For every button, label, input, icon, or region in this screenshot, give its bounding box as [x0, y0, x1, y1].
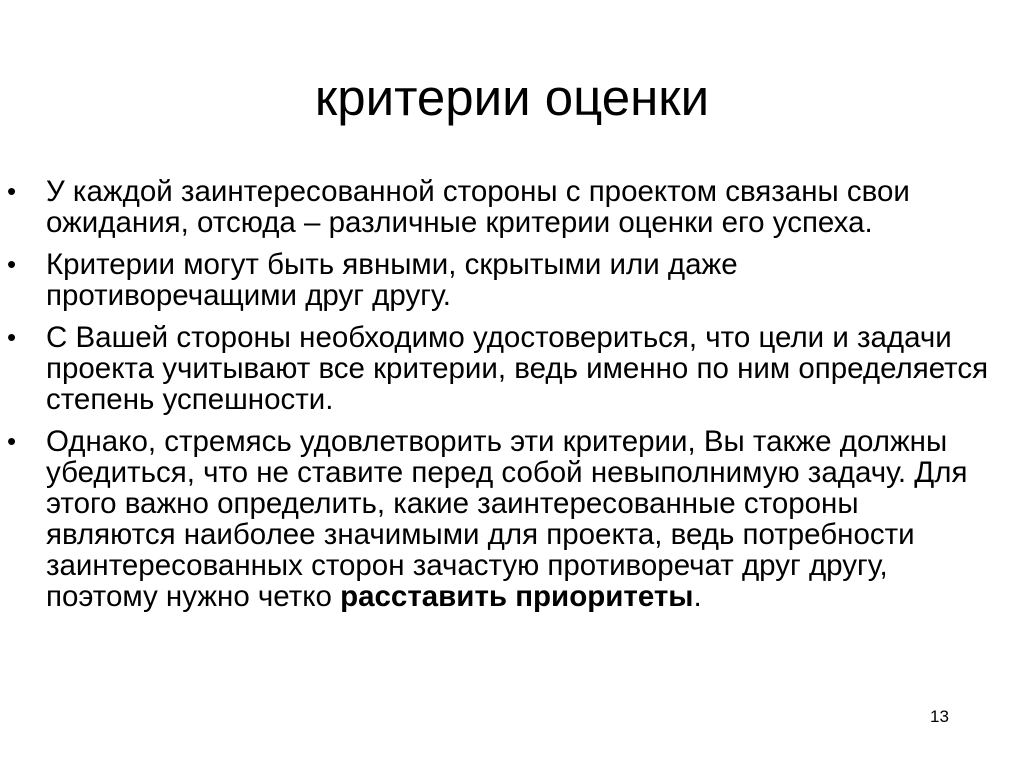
bullet-marker: • — [7, 426, 17, 456]
slide-title: критерии оценки — [314, 69, 710, 126]
bullet-marker: • — [7, 322, 17, 352]
bullet-item — [7, 248, 996, 312]
bullet-item — [7, 321, 996, 416]
bullet-text: С Вашей стороны необходимо удостовериться, что цели и задачи проекта учитывают все критерии, ведь именно по ним определяется степень успешности. — [46, 321, 989, 416]
bullet-bold-text: расставить приоритеты — [340, 580, 694, 613]
bullet-item — [7, 175, 996, 239]
bullet-tail-text: . — [693, 580, 702, 613]
bullet-text: Критерии могут быть явными, скрытыми или даже противоречащими друг другу. — [46, 248, 738, 312]
bullet-list — [7, 175, 996, 623]
bullet-text: Однако, стремясь удовлетворить эти критерии, Вы также должны убедиться, что не ставите перед собой невыполнимую задачу. Для этого важно определить, какие заинтересованные стороны являются наиболее значимыми для проекта, ведь потребности заинтересованных сторон зачастую противоречат друг другу, поэтому нужно четко — [46, 425, 968, 613]
bullet-text: У каждой заинтересованной стороны с проектом связаны свои ожидания, отсюда – различные критерии оценки его успеха. — [46, 175, 910, 239]
bullet-item — [7, 425, 996, 613]
bullet-marker: • — [7, 176, 17, 206]
bullet-marker: • — [7, 249, 17, 279]
page-number: 13 — [930, 707, 949, 726]
